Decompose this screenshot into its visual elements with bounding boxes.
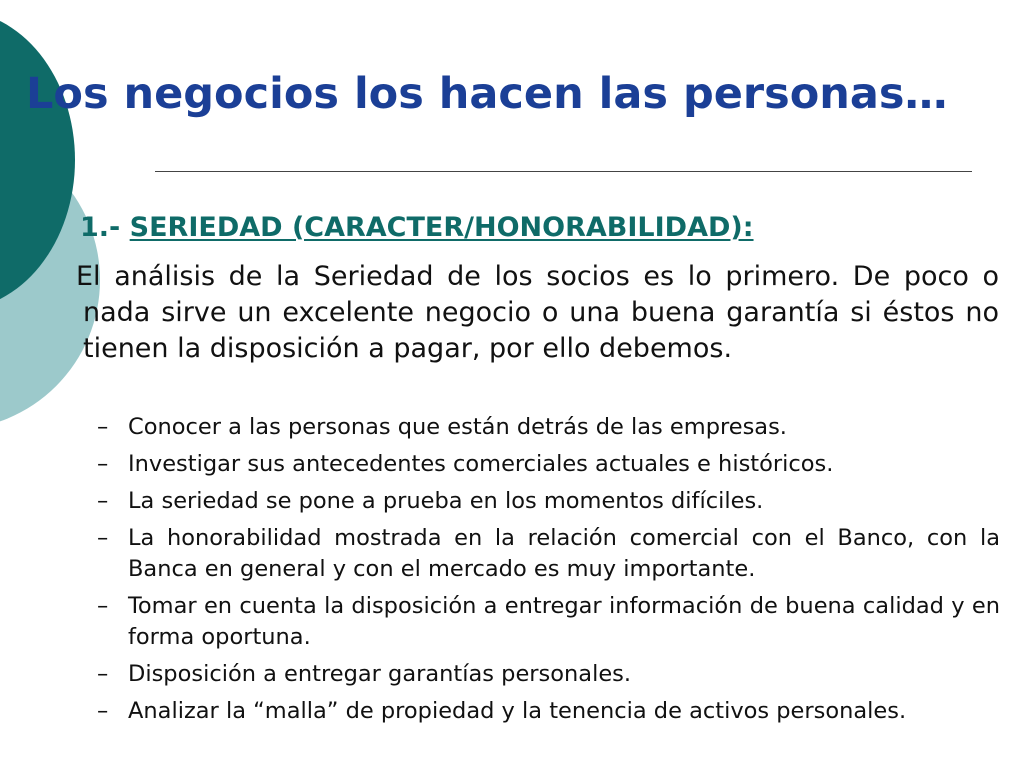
section-number: 1.- (80, 212, 130, 243)
bullet-list (97, 412, 1000, 733)
bullet-text: Conocer a las personas que están detrás de las empresas. (128, 414, 787, 440)
bullet-dash: – (97, 451, 109, 477)
list-item (97, 449, 1000, 480)
list-item (97, 659, 1000, 690)
bullet-dash: – (97, 698, 109, 724)
bullet-text: Analizar la “malla” de propiedad y la tenencia de activos personales. (128, 698, 907, 724)
list-item (97, 696, 1000, 727)
list-item (97, 486, 1000, 517)
bullet-text: Disposición a entregar garantías personales. (128, 661, 632, 687)
bullet-dash: – (97, 488, 109, 514)
intro-paragraph: El análisis de la Seriedad de los socios es lo primero. De poco o nada sirve un excelente negocio o una buena garantía si éstos no tienen la disposición a pagar, por ello debemos. (76, 261, 999, 364)
bullet-text: Investigar sus antecedentes comerciales actuales e históricos. (128, 451, 834, 477)
list-item (97, 523, 1000, 585)
bullet-text: Tomar en cuenta la disposición a entregar información de buena calidad y en forma oportuna. (128, 593, 1000, 650)
section-heading-link[interactable]: SERIEDAD (CARACTER/HONORABILIDAD): (129, 212, 754, 243)
list-item (97, 412, 1000, 443)
bullet-text: La honorabilidad mostrada en la relación comercial con el Banco, con la Banca en general y con el mercado es muy importante. (128, 525, 1000, 582)
bullet-dash: – (97, 661, 109, 687)
section-heading (80, 208, 754, 248)
bullet-dash: – (97, 525, 109, 551)
slide-title: Los negocios los hacen las personas… (26, 69, 948, 119)
title-divider (155, 171, 972, 172)
bullet-dash: – (97, 593, 109, 619)
bullet-text: La seriedad se pone a prueba en los momentos difíciles. (128, 488, 764, 514)
list-item (97, 591, 1000, 653)
bullet-dash: – (97, 414, 109, 440)
